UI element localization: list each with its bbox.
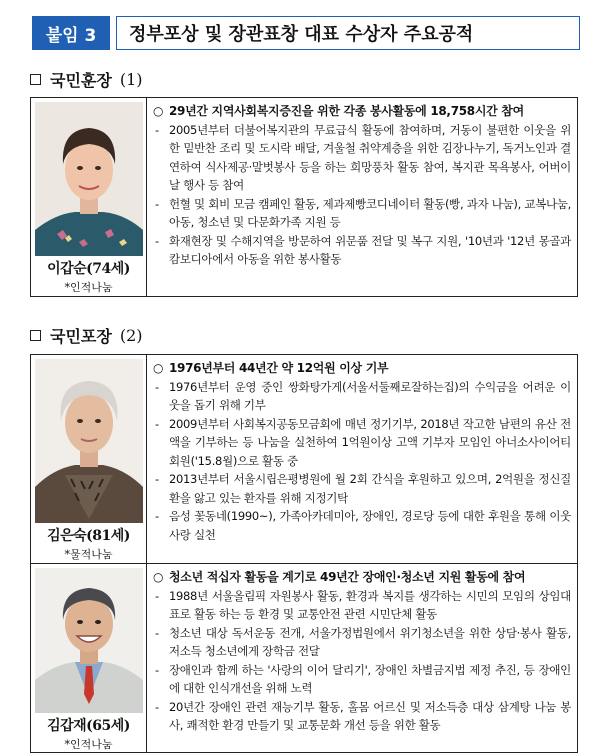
merit-bullet: - 음성 꽃동네(1990~), 가족아카데미아, 장애인, 경로당 등에 대한 후원을 통해 이웃 사랑 실천	[155, 509, 571, 542]
recipient-photo-cell	[31, 355, 147, 563]
merit-description	[147, 98, 577, 296]
merit-headline: ○ 29년간 지역사회복지증진을 위한 각종 봉사활동에 18,758시간 참여	[153, 104, 524, 118]
section-title-national-medal: 국민포장 (2)	[30, 324, 143, 347]
recipient-photo-cell	[31, 564, 147, 752]
merit-bullet: - 1988년 서울올림픽 자원봉사 활동, 환경과 복지를 생각하는 시민의 모임의 상임대표로 활동 하는 등 환경 및 교통안전 관련 시민단체 활동	[155, 588, 571, 621]
merit-bullet: - 2005년부터 더불어복지관의 무료급식 활동에 참여하며, 거동이 불편한 이웃을 위한 밑반찬 조리 및 도시락 배달, 겨울철 취약계층을 위한 김장나누기, 독거노인과 결연하여 식사제공·말벗봉사 등을 하는 희망풍차 활동 참여, 복지관 목욕봉사, 어버이날 행사 등 참여	[155, 122, 571, 192]
recipient-photo	[35, 102, 143, 256]
recipient-photo	[35, 359, 143, 523]
merit-headline: ○ 청소년 적십자 활동을 계기로 49년간 장애인·청소년 지원 활동에 참여	[153, 570, 526, 584]
portrait-image	[35, 568, 143, 713]
section-title-order-of-civil-merit: 국민훈장 (1)	[30, 68, 143, 91]
page-title: 정부포상 및 장관표창 대표 수상자 주요공적	[116, 16, 580, 50]
award-entry	[30, 97, 578, 297]
checkbox-square-icon	[30, 330, 41, 341]
merit-bullet: - 1976년부터 운영 중인 쌍화탕가게(서울서둘째로잘하는집)의 수익금을 어려운 이웃을 돕기 위해 기부	[155, 379, 571, 412]
merit-bullet: - 2013년부터 서울시립은평병원에 월 2회 간식을 후원하고 있으며, 2억원을 정신질환을 앓고 있는 환자를 위해 지정기탁	[155, 472, 571, 505]
merit-bullet: - 청소년 대상 독서운동 전개, 서울가정법원에서 위기청소년을 위한 상담·봉사 활동, 저소득 청소년에게 장학금 전달	[155, 625, 571, 658]
donation-type: *인적나눔	[64, 738, 113, 751]
donation-type: *인적나눔	[64, 281, 113, 294]
recipient-photo-cell	[31, 98, 147, 296]
attachment-badge: 붙임 3	[32, 16, 110, 50]
merit-headline: ○ 1976년부터 44년간 약 12억원 이상 기부	[153, 361, 389, 375]
award-entry	[30, 563, 578, 753]
portrait-image	[35, 102, 143, 256]
portrait-image	[35, 359, 143, 523]
document-header	[32, 16, 580, 50]
merit-description	[147, 564, 577, 752]
merit-bullet: - 장애인과 함께 하는 '사랑의 이어 달리기', 장애인 차별금지법 제정 추진, 등 장애인에 대한 인식개선을 위해 노력	[155, 662, 571, 695]
recipient-name: 김갑재(65세)	[47, 718, 130, 734]
merit-bullet: - 화재현장 및 수해지역을 방문하여 위문품 전달 및 복구 지원, '10년과 '12년 몽골과 캄보디아에서 아동을 위한 봉사활동	[155, 233, 571, 266]
merit-bullet: - 2009년부터 사회복지공동모금회에 매년 정기기부, 2018년 작고한 남편의 유산 전액을 기부하는 등 나눔을 실천하여 1억원이상 고액 기부자 모임인 아너소사이어티 회원('15.8월)으로 활동 중	[155, 416, 571, 468]
recipient-name: 이갑순(74세)	[47, 261, 130, 277]
checkbox-square-icon	[30, 74, 41, 85]
recipient-photo	[35, 568, 143, 713]
merit-bullet: - 20년간 장애인 관련 재능기부 활동, 홀몸 어르신 및 저소득층 대상 삼계탕 나눔 봉사, 쾌적한 환경 만들기 및 교통문화 개선 등을 위한 활동	[155, 699, 571, 732]
donation-type: *물적나눔	[64, 548, 113, 561]
merit-description	[147, 355, 577, 563]
award-entry	[30, 354, 578, 564]
recipient-name: 김은숙(81세)	[47, 528, 130, 544]
merit-bullet: - 헌혈 및 회비 모금 캠페인 활동, 제과제빵코디네이터 활동(빵, 과자 나눔), 교복나눔, 아동, 청소년 및 다문화가족 지원 등	[155, 196, 571, 229]
